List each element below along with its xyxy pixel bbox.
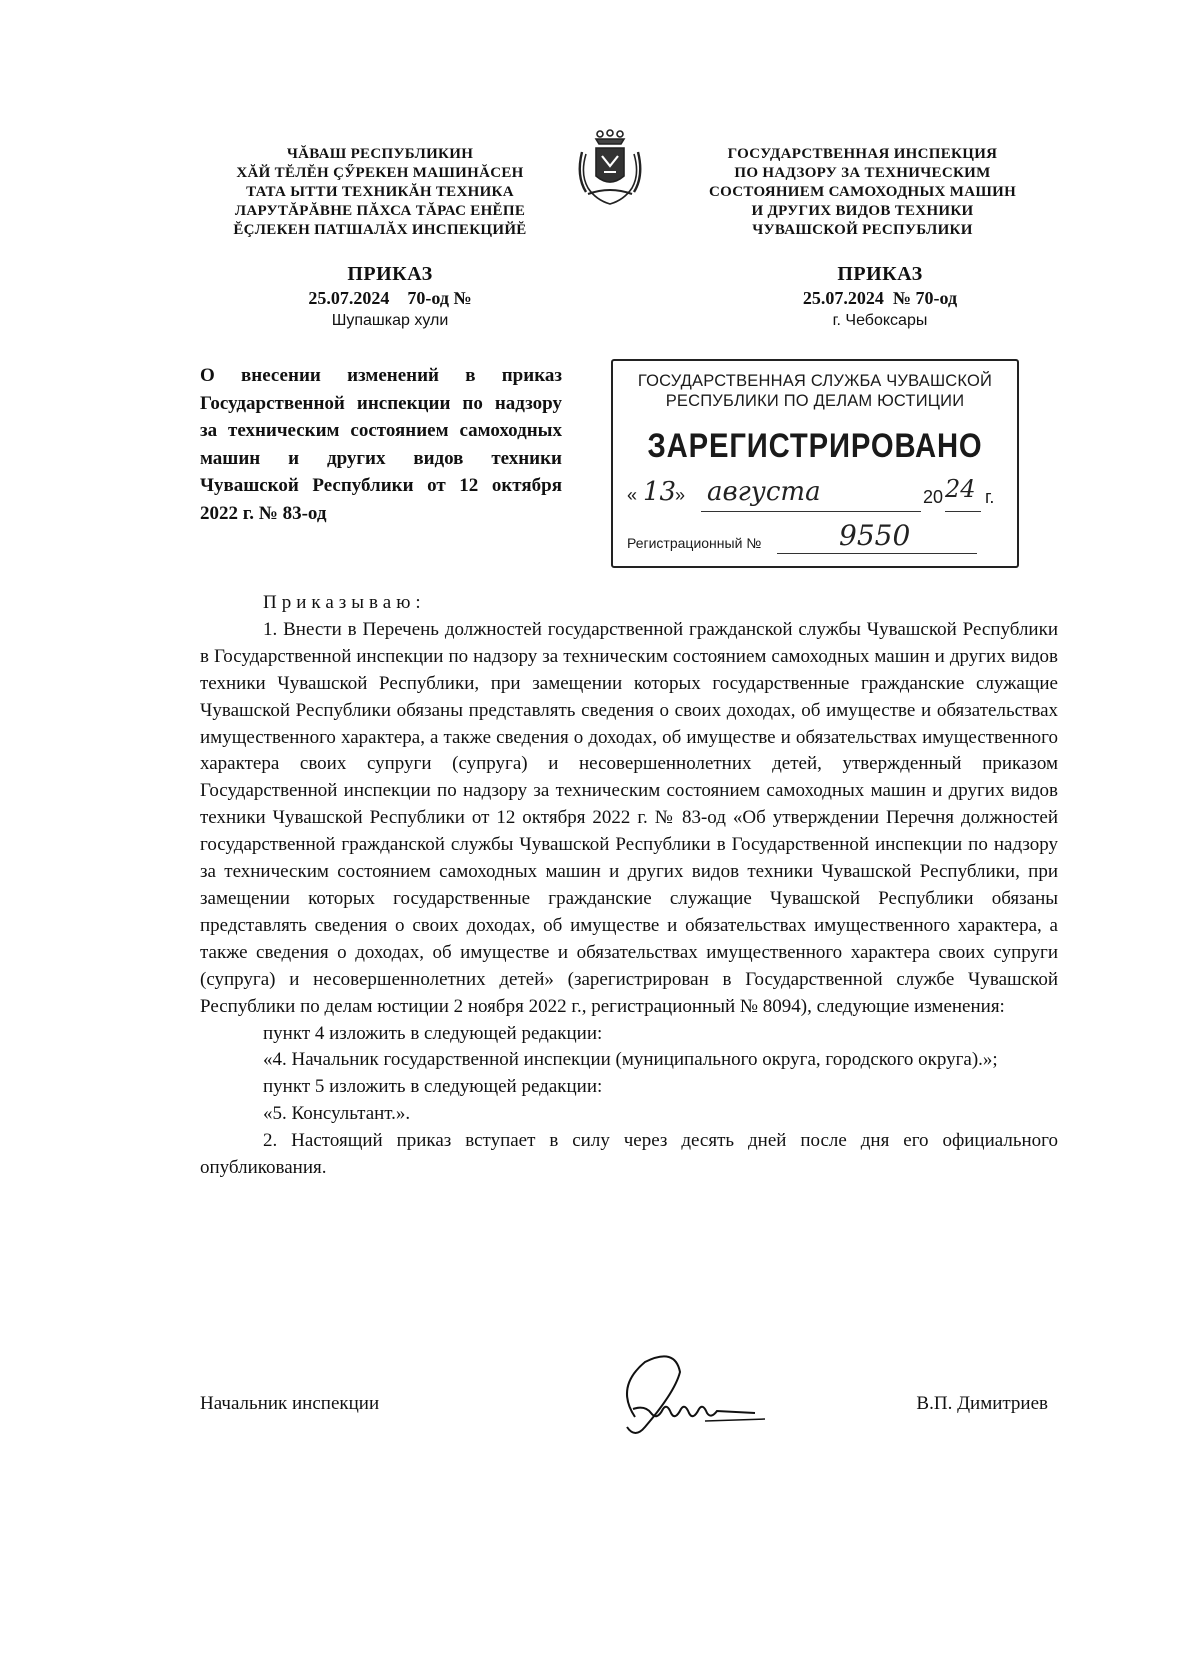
- stamp-quote-open: «: [627, 485, 638, 505]
- stamp-reg-label: Регистрационный №: [627, 535, 762, 551]
- paragraph-2: 2. Настоящий приказ вступает в силу через десять дней после дня его официального опубликования.: [200, 1130, 1058, 1179]
- stamp-day: 13: [643, 477, 677, 507]
- order-block-left: [240, 262, 540, 332]
- stamp-organization: ГОСУДАРСТВЕННАЯ СЛУЖБА ЧУВАШСКОЙ РЕСПУБЛИКИ ПО ДЕЛАМ ЮСТИЦИИ: [637, 372, 993, 410]
- signature-block: [200, 1385, 1058, 1445]
- stamp-year-prefix: 20: [923, 487, 944, 507]
- header-left-line: ЧĂВАШ РЕСПУБЛИКИН: [286, 146, 474, 162]
- handwritten-signature-icon: [605, 1347, 775, 1447]
- paragraph-point-5-intro: пункт 5 изложить в следующей редакции:: [263, 1076, 603, 1098]
- stamp-reg-number: 9550: [839, 519, 911, 552]
- order-title-right: ПРИКАЗ: [837, 263, 923, 285]
- stamp-reg-row: [627, 519, 1007, 559]
- order-title-left: ПРИКАЗ: [347, 263, 433, 285]
- stamp-reg-line: [777, 553, 977, 554]
- coat-of-arms-icon: [574, 128, 646, 208]
- order-block-right: [750, 262, 1010, 332]
- order-date-right: 25.07.2024 № 70-од: [802, 288, 958, 308]
- order-word: Приказываю:: [263, 592, 426, 613]
- header-right-line: ПО НАДЗОРУ ЗА ТЕХНИЧЕСКИМ: [734, 165, 991, 181]
- registration-stamp: [611, 359, 1019, 568]
- stamp-status: ЗАРЕГИСТРИРОВАНО: [647, 427, 983, 465]
- stamp-quote-close: »: [675, 485, 686, 505]
- order-body: [200, 590, 1058, 1182]
- order-city-left: Шупашкар хули: [331, 312, 449, 329]
- paragraph-point-5-text: «5. Консультант.».: [263, 1103, 411, 1125]
- header-left-line: ЛАРУТĂРĂВНЕ ПĂХСА ТĂРАС ЕНĔПЕ: [234, 203, 526, 219]
- stamp-year-unit: г.: [985, 487, 995, 507]
- header-right-line: ГОСУДАРСТВЕННАЯ ИНСПЕКЦИЯ: [727, 146, 998, 162]
- header-left-chuvash: [200, 145, 560, 240]
- stamp-year-suffix: 24: [945, 475, 976, 503]
- order-date-left: 25.07.2024 70-од №: [308, 288, 472, 308]
- paragraph-point-4-text: «4. Начальник государственной инспекции (муниципального округа, городского округа).»;: [263, 1049, 998, 1071]
- header-left-line: ТАТА ЫТТИ ТЕХНИКĂН ТЕХНИКА: [246, 184, 514, 200]
- stamp-month: августа: [707, 477, 821, 507]
- order-city-right: г. Чебоксары: [832, 312, 928, 329]
- order-subject: О внесении изменений в приказ Государственной инспекции по надзору за техническим состоянием самоходных машин и других видов техники Чувашской Республики от 12 октября 2022 г. № 83-од: [200, 365, 562, 524]
- stamp-month-line: [701, 511, 921, 512]
- paragraph-1: 1. Внести в Перечень должностей государственной гражданской службы Чувашской Республики в Государственной инспекции по надзору за техническим состоянием самоходных машин и других видов техники Чувашской Республики, при замещении которых государственные гражданские служащие Чувашской Республики обязаны представлять сведения о своих доходах, об имуществе и обязательствах имущественного характера, а также сведения о доходах, об имуществе и обязательствах имущественного характера своих супруги (супруга) и несовершеннолетних детей, утвержденный приказом Государственной инспекции по надзору за техническим состоянием самоходных машин и других видов техники Чувашской Республики от 12 октября 2022 г. № 83-од «Об утверждении Перечня должностей государственной гражданской службы Чувашской Республики в Государственной инспекции по надзору за техническим состоянием самоходных машин и других видов техники Чувашской Республики, при замещении которых государственные гражданские служащие Чувашской Республики обязаны представлять сведения о своих доходах, об имуществе и обязательствах имущественного характера, а также сведения о доходах, об имуществе и обязательствах имущественного характера своих супруги (супруга) и несовершеннолетних детей» (зарегистрирован в Государственной службе Чувашской Республики по делам юстиции 2 ноября 2022 г., регистрационный № 8094), следующие изменения:: [200, 618, 1058, 1017]
- signatory-position: Начальник инспекции: [200, 1393, 380, 1414]
- stamp-year-line: [945, 511, 981, 512]
- stamp-date-row: [627, 475, 1007, 515]
- signatory-name: В.П. Димитриев: [916, 1393, 1048, 1414]
- header-right-russian: [690, 145, 1035, 240]
- paragraph-point-4-intro: пункт 4 изложить в следующей редакции:: [263, 1022, 603, 1044]
- header-left-line: ХĂЙ ТĔЛĔН ÇӲРЕКЕН МАШИНĂСЕН: [236, 165, 524, 181]
- header-right-line: И ДРУГИХ ВИДОВ ТЕХНИКИ: [751, 203, 974, 219]
- header-right-line: СОСТОЯНИЕМ САМОХОДНЫХ МАШИН: [708, 184, 1017, 200]
- header-right-line: ЧУВАШСКОЙ РЕСПУБЛИКИ: [752, 222, 973, 238]
- header-left-line: ĔÇЛЕКЕН ПАТШАЛĂХ ИНСПЕКЦИЙĔ: [233, 222, 527, 238]
